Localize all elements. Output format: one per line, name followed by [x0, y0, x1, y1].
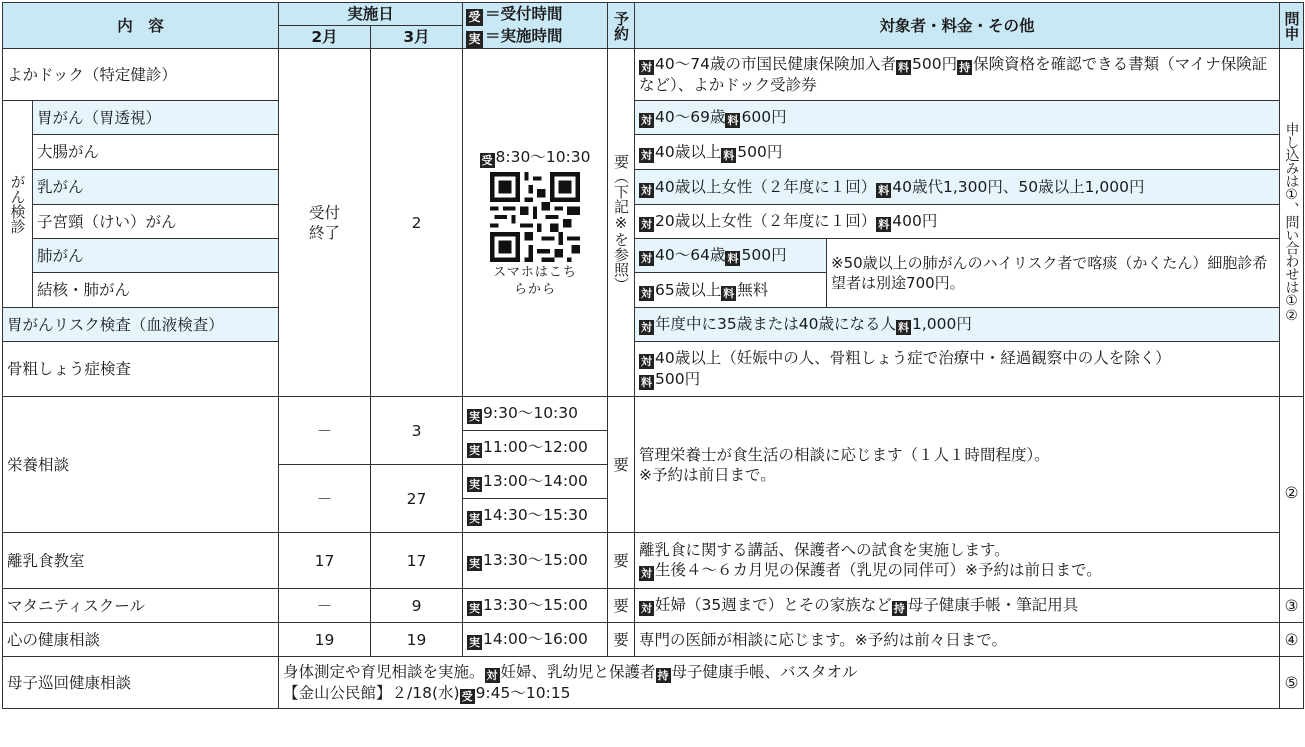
checkup-reserve: 要（下記※を参照） [608, 49, 635, 397]
lung-note: ※50歳以上の肺がんのハイリスク者で喀痰（かくたん）細胞診希望者は別途700円。 [827, 239, 1280, 308]
qr-caption: スマホはこちらから [493, 265, 577, 297]
breast-detail: 対 40歳以上女性（２年度に１回） 料 40歳代1,300円、50歳以上1,000円 [635, 170, 1280, 205]
risk-detail: 対 年度中に35歳または40歳になる人 料 1,000円 [635, 308, 1280, 342]
lung-detail: 対 40〜64歳 料 500円 [635, 239, 827, 273]
item-yoka: よかドック（特定健診） [3, 49, 279, 101]
item-risk: 胃がんリスク検査（血液検査） [3, 308, 279, 342]
maternity-time: 実 13:30〜15:00 [463, 589, 608, 623]
mental-detail: 専門の医師が相談に応じます。※予約は前々日まで。 [635, 623, 1280, 657]
nutrition-time-2: 実 11:00〜12:00 [463, 431, 608, 465]
accept-badge: 受 [466, 9, 483, 26]
maternity-mar: 9 [371, 589, 463, 623]
weaning-mar: 17 [371, 533, 463, 589]
tb-detail: 対 65歳以上 料 無料 [635, 273, 827, 308]
tour-detail: 身体測定や育児相談を実施。 対 妊婦、乳幼児と保護者 持 母子健康手帳、バスタオル 【金山公民館】２/18(水) 受 9:45〜10:15 [279, 657, 1280, 709]
mental-mar: 19 [371, 623, 463, 657]
mental-contact: ④ [1280, 623, 1304, 657]
nutrition-time-3: 実 13:00〜14:00 [463, 465, 608, 499]
checkup-time: 受 8:30〜10:30 スマホはこちらから [463, 49, 608, 397]
bone-detail: 対 40歳以上（妊娠中の人、骨粗しょう症で治療中・経過観察中の人を除く） 料 500円 [635, 342, 1280, 397]
header-time-legend: 受 ＝受付時間 実 ＝実施時間 [463, 3, 608, 49]
checkup-mar: 2 [371, 49, 463, 397]
mental-time: 実 14:00〜16:00 [463, 623, 608, 657]
item-stomach: 胃がん（胃透視） [33, 101, 279, 135]
colon-detail: 対 40歳以上 料 500円 [635, 135, 1280, 170]
header-target: 対象者・料金・その他 [635, 3, 1280, 49]
header-reservation: 予約 [608, 3, 635, 49]
item-maternity: マタニティスクール [3, 589, 279, 623]
qr-code-icon[interactable] [490, 172, 580, 262]
nutrition-time-1: 実 9:30〜10:30 [463, 397, 608, 431]
weaning-detail: 離乳食に関する講話、保護者への試食を実施します。 対 生後４〜６カ月児の保護者（乳児の同伴可）※予約は前日まで。 [635, 533, 1280, 589]
weaning-time: 実 13:30〜15:00 [463, 533, 608, 589]
maternity-contact: ③ [1280, 589, 1304, 623]
item-bone: 骨粗しょう症検査 [3, 342, 279, 397]
weaning-feb: 17 [279, 533, 371, 589]
header-feb: 2月 [279, 26, 371, 49]
nutrition-reserve: 要 [608, 397, 635, 533]
nutrition-contact: ② [1280, 397, 1304, 589]
item-nutrition: 栄養相談 [3, 397, 279, 533]
item-breast: 乳がん [33, 170, 279, 205]
stomach-detail: 対 40〜69歳 料 600円 [635, 101, 1280, 135]
nutrition-detail: 管理栄養士が食生活の相談に応じます（１人１時間程度）。 ※予約は前日まで。 [635, 397, 1280, 533]
schedule-table [2, 2, 1304, 709]
mental-reserve: 要 [608, 623, 635, 657]
maternity-detail: 対 妊婦（35週まで）とその家族など 持 母子健康手帳・筆記用具 [635, 589, 1280, 623]
maternity-reserve: 要 [608, 589, 635, 623]
cervical-detail: 対 20歳以上女性（２年度に１回） 料 400円 [635, 205, 1280, 239]
nutrition-mar-1: 3 [371, 397, 463, 465]
item-cervical: 子宮頸（けい）がん [33, 205, 279, 239]
header-dates: 実施日 [279, 3, 463, 26]
checkup-feb: 受付終了 [279, 49, 371, 397]
header-contact: 問申 [1280, 3, 1304, 49]
maternity-feb: － [279, 589, 371, 623]
item-tb-lung: 結核・肺がん [33, 273, 279, 308]
weaning-reserve: 要 [608, 533, 635, 589]
item-weaning: 離乳食教室 [3, 533, 279, 589]
do-badge: 実 [466, 31, 483, 48]
yoka-detail: 対 40〜74歳の市国民健康保険加入者 料 500円 持 保険資格を確認できる書類（マイナ保険証など）、よかドック受診券 [635, 49, 1280, 101]
header-content: 内 容 [3, 3, 279, 49]
item-tour: 母子巡回健康相談 [3, 657, 279, 709]
cancer-group: がん検診 [3, 101, 33, 308]
item-colon: 大腸がん [33, 135, 279, 170]
item-lung: 肺がん [33, 239, 279, 273]
nutrition-time-4: 実 14:30〜15:30 [463, 499, 608, 533]
nutrition-feb-1: － [279, 397, 371, 465]
checkup-contact: 申し込みは①、問い合わせは①② [1280, 49, 1304, 397]
item-mental: 心の健康相談 [3, 623, 279, 657]
nutrition-mar-2: 27 [371, 465, 463, 533]
header-mar: 3月 [371, 26, 463, 49]
tour-contact: ⑤ [1280, 657, 1304, 709]
mental-feb: 19 [279, 623, 371, 657]
nutrition-feb-2: － [279, 465, 371, 533]
